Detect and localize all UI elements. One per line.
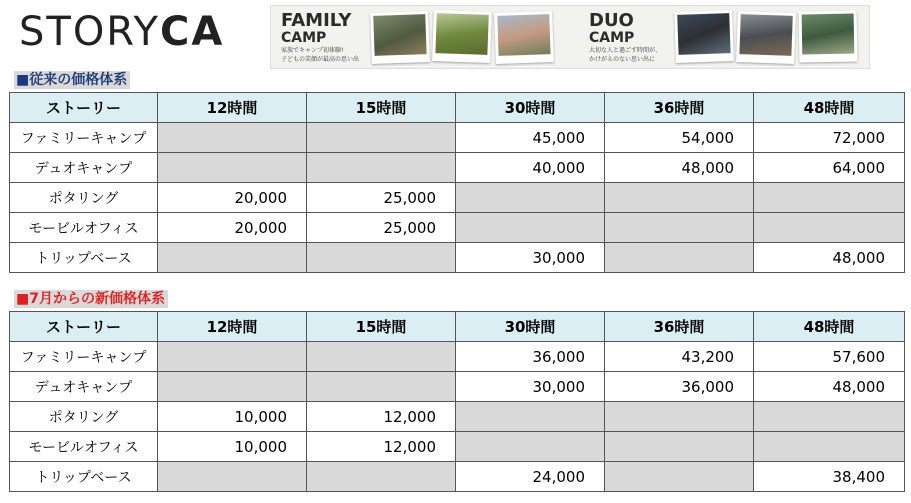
empty-price-cell (605, 402, 754, 432)
empty-price-cell (605, 183, 754, 213)
header-30h: 30時間 (456, 312, 605, 342)
new-pricing-table (9, 311, 905, 492)
old-pricing-table (9, 92, 905, 273)
empty-price-cell (605, 213, 754, 243)
promo-banner (270, 5, 870, 69)
header-story: ストーリー (10, 93, 158, 123)
price-cell: 64,000 (754, 153, 905, 183)
story-name-cell: トリップベース (10, 243, 158, 273)
duo-photo-3 (799, 10, 858, 62)
story-name-cell: ポタリング (10, 402, 158, 432)
price-cell: 25,000 (307, 183, 456, 213)
price-cell: 36,000 (456, 342, 605, 372)
price-cell: 72,000 (754, 123, 905, 153)
duo-camp-caption-1: 大切な人と過ごす時間が、 (589, 47, 662, 54)
empty-price-cell (754, 213, 905, 243)
storyca-logo (19, 8, 224, 56)
table-row (10, 462, 905, 492)
price-cell: 20,000 (158, 213, 307, 243)
empty-price-cell (605, 243, 754, 273)
family-photo-3 (494, 11, 554, 64)
table-row (10, 123, 905, 153)
empty-price-cell (307, 372, 456, 402)
header-15h: 15時間 (307, 312, 456, 342)
empty-price-cell (307, 342, 456, 372)
table-row (10, 153, 905, 183)
price-cell: 43,200 (605, 342, 754, 372)
empty-price-cell (158, 153, 307, 183)
empty-price-cell (754, 402, 905, 432)
empty-price-cell (456, 213, 605, 243)
duo-photo-2 (736, 11, 796, 64)
header-30h: 30時間 (456, 93, 605, 123)
header-15h: 15時間 (307, 93, 456, 123)
table-header-row (10, 312, 905, 342)
price-cell: 48,000 (754, 372, 905, 402)
price-cell: 45,000 (456, 123, 605, 153)
empty-price-cell (307, 153, 456, 183)
family-camp-caption-2: 子どもの笑顔が最高の思い出 (281, 56, 360, 63)
duo-photo-1 (674, 10, 734, 63)
price-cell: 54,000 (605, 123, 754, 153)
price-cell: 25,000 (307, 213, 456, 243)
story-name-cell: ポタリング (10, 183, 158, 213)
price-cell: 48,000 (605, 153, 754, 183)
header-48h: 48時間 (754, 93, 905, 123)
price-cell: 48,000 (754, 243, 905, 273)
empty-price-cell (456, 402, 605, 432)
price-cell: 10,000 (158, 402, 307, 432)
price-cell: 38,400 (754, 462, 905, 492)
family-photo-2 (432, 10, 492, 63)
table-row (10, 432, 905, 462)
duo-camp-title-2: CAMP (589, 30, 635, 46)
price-cell: 57,600 (754, 342, 905, 372)
price-cell: 36,000 (605, 372, 754, 402)
table-row (10, 342, 905, 372)
price-cell: 10,000 (158, 432, 307, 462)
story-name-cell: ファミリーキャンプ (10, 123, 158, 153)
family-camp-caption-1: 家族でキャンプ初体験! (281, 47, 344, 54)
price-cell: 20,000 (158, 183, 307, 213)
table-row (10, 372, 905, 402)
old-pricing-heading: ■従来の価格体系 (14, 71, 130, 89)
table-row (10, 243, 905, 273)
table-row (10, 183, 905, 213)
empty-price-cell (456, 183, 605, 213)
empty-price-cell (605, 462, 754, 492)
price-cell: 12,000 (307, 432, 456, 462)
new-pricing-heading: ■7月からの新価格体系 (14, 290, 168, 308)
story-name-cell: デュオキャンプ (10, 372, 158, 402)
family-camp-title-2: CAMP (281, 30, 327, 46)
empty-price-cell (158, 123, 307, 153)
empty-price-cell (158, 342, 307, 372)
price-cell: 12,000 (307, 402, 456, 432)
header-story: ストーリー (10, 312, 158, 342)
price-cell: 30,000 (456, 243, 605, 273)
table-row (10, 402, 905, 432)
story-name-cell: トリップベース (10, 462, 158, 492)
family-camp-banner (271, 6, 567, 68)
story-name-cell: ファミリーキャンプ (10, 342, 158, 372)
story-name-cell: モービルオフィス (10, 213, 158, 243)
family-camp-title-1: FAMILY (281, 10, 352, 31)
logo-text-light: STORY (19, 9, 160, 55)
empty-price-cell (605, 432, 754, 462)
logo-text-bold: CA (159, 9, 225, 55)
duo-camp-banner (571, 6, 869, 68)
family-photo-1 (370, 11, 430, 64)
empty-price-cell (754, 183, 905, 213)
empty-price-cell (307, 123, 456, 153)
price-cell: 40,000 (456, 153, 605, 183)
empty-price-cell (307, 243, 456, 273)
empty-price-cell (456, 432, 605, 462)
empty-price-cell (307, 462, 456, 492)
empty-price-cell (158, 372, 307, 402)
table-header-row (10, 93, 905, 123)
empty-price-cell (754, 432, 905, 462)
duo-camp-caption-2: かけがえのない思い出に (589, 56, 656, 63)
header-36h: 36時間 (605, 93, 754, 123)
duo-camp-title-1: DUO (589, 10, 634, 31)
price-cell: 24,000 (456, 462, 605, 492)
header-12h: 12時間 (158, 312, 307, 342)
price-cell: 30,000 (456, 372, 605, 402)
empty-price-cell (158, 462, 307, 492)
story-name-cell: デュオキャンプ (10, 153, 158, 183)
story-name-cell: モービルオフィス (10, 432, 158, 462)
header-12h: 12時間 (158, 93, 307, 123)
header-48h: 48時間 (754, 312, 905, 342)
header-36h: 36時間 (605, 312, 754, 342)
empty-price-cell (158, 243, 307, 273)
table-row (10, 213, 905, 243)
